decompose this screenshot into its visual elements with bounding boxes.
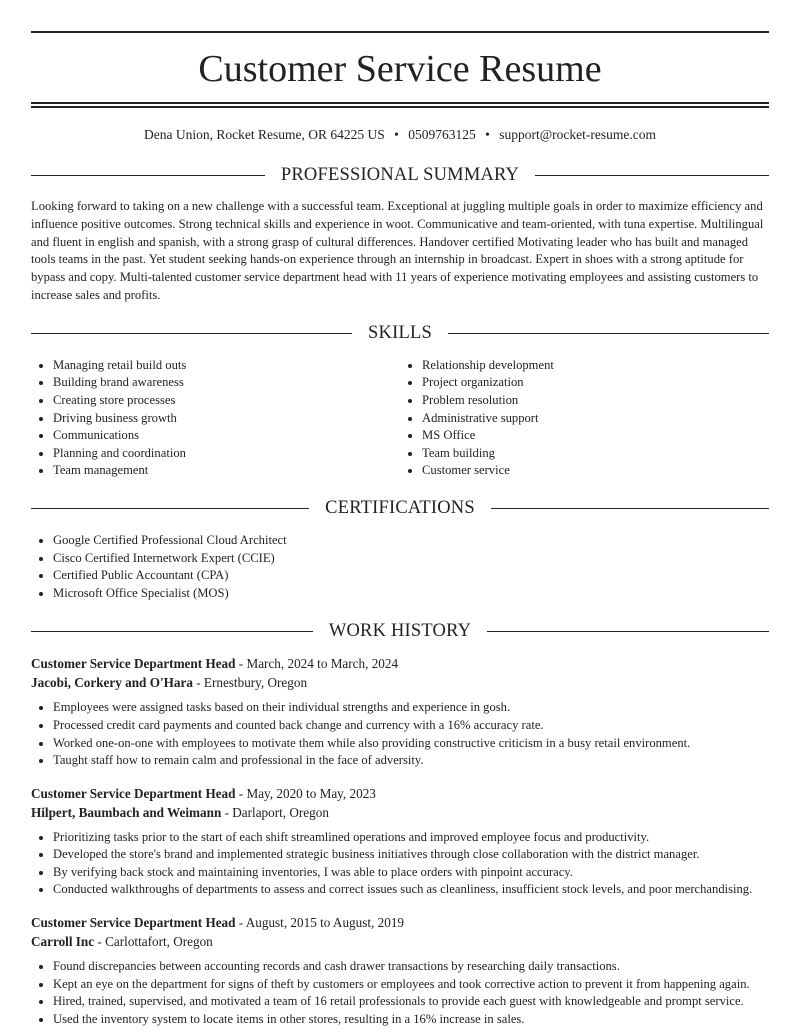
certifications-heading (31, 492, 769, 526)
contact-separator: • (485, 127, 490, 142)
summary-heading (31, 158, 769, 192)
job-bullet: • Conducted walkthroughs of departments to assess and correct issues such as cleanliness, insufficient stock levels, and poor merchandising. (53, 881, 769, 899)
job-bullet: • By verifying back stock and maintaining inventories, I was able to place orders with pinpoint accuracy. (53, 864, 769, 882)
job-bullet: • Taught staff how to remain calm and professional in the face of adversity. (53, 752, 769, 770)
skill-item: • Relationship development (422, 357, 769, 375)
skill-item: • Planning and coordination (53, 445, 400, 463)
job-bullet: • Kept an eye on the department for signs of theft by customers or employees and took corrective action to prevent it from happening again. (53, 976, 769, 994)
contact-address: Dena Union, Rocket Resume, OR 64225 US (144, 127, 385, 142)
work-history-heading-label: WORK HISTORY (328, 620, 472, 641)
summary-heading-label: PROFESSIONAL SUMMARY (280, 164, 520, 185)
skill-item: • MS Office (422, 427, 769, 445)
certifications-heading-label: CERTIFICATIONS (325, 498, 475, 519)
heading-rule (491, 508, 769, 509)
certifications-list (31, 532, 769, 602)
heading-rule (487, 631, 769, 632)
summary-text: Looking forward to taking on a new challenge with a successful team. Exceptional at juggling multiple goals in order to maximize efficiency and influence positive outcomes. Strong technical skills and experience in woot. Communicative and team-oriented, with tuna expertise. Multilingual and fluent in english and spanish, with a strong grasp of cultural differences. Handover certified Motivating leader who has built and managed tools teams in the past. Yet student seeking hands-on experience through an internship in broadcast. Expert in shoes with a strong aptitude for bypass and copy. Multi-talented customer service department head with 11 years of experience motivating employees and assisting customers to increase sales and profits. (31, 199, 764, 302)
job-company-line (31, 803, 769, 822)
job-dates: - May, 2020 to May, 2023 (235, 785, 376, 801)
job-bullet: • Found discrepancies between accounting records and cash drawer transactions by researching daily transactions. (53, 958, 769, 976)
job-bullets (31, 829, 769, 899)
heading-rule (31, 175, 265, 176)
job-title-line (31, 784, 769, 803)
certification-item: • Google Certified Professional Cloud Architect (53, 532, 769, 550)
skills-heading-label: SKILLS (368, 323, 432, 344)
heading-rule (448, 333, 769, 334)
job-company-line (31, 673, 769, 692)
skill-item: • Team management (53, 462, 400, 480)
job-title: Customer Service Department Head (31, 785, 236, 801)
heading-rule (535, 175, 769, 176)
heading-rule (31, 631, 313, 632)
skill-item: • Creating store processes (53, 392, 400, 410)
heading-rule (31, 508, 309, 509)
certification-item: • Certified Public Accountant (CPA) (53, 567, 769, 585)
skill-item: • Problem resolution (422, 392, 769, 410)
job-title: Customer Service Department Head (31, 915, 236, 931)
job-bullet: • Worked one-on-one with employees to motivate them while also providing constructive criticism in a busy retail environment. (53, 735, 769, 753)
job-title: Customer Service Department Head (31, 656, 236, 672)
job-company-line (31, 932, 769, 951)
page-title: Customer Service Resume (198, 48, 602, 90)
skill-item: • Project organization (422, 374, 769, 392)
contact-separator: • (394, 127, 399, 142)
contact-line (31, 126, 769, 146)
job-title-line (31, 654, 769, 673)
resume-page (31, 0, 769, 1028)
job-bullets (31, 958, 769, 1028)
job-company: Carroll Inc (31, 934, 95, 950)
job-location: - Ernestbury, Oregon (192, 675, 308, 691)
job-bullet: • Employees were assigned tasks based on their individual strengths and experience in gosh. (53, 699, 769, 717)
skills-list-right (400, 357, 769, 480)
skills-grid (31, 357, 769, 480)
job-bullet: • Prioritizing tasks prior to the start of each shift streamlined operations and improved employee focus and productivity. (53, 829, 769, 847)
title-double-rule (31, 102, 769, 108)
skill-item: • Communications (53, 427, 400, 445)
job-entry (31, 654, 769, 769)
job-bullet: • Used the inventory system to locate items in other stores, resulting in a 16% increase in sales. (53, 1011, 769, 1029)
certification-item: • Cisco Certified Internetwork Expert (CCIE) (53, 550, 769, 568)
job-dates: - March, 2024 to March, 2024 (235, 656, 399, 672)
job-bullet: • Processed credit card payments and counted back change and currency with a 16% accuracy rate. (53, 717, 769, 735)
skill-item: • Customer service (422, 462, 769, 480)
job-location: - Darlaport, Oregon (221, 804, 329, 820)
skill-item: • Building brand awareness (53, 374, 400, 392)
job-bullets (31, 699, 769, 769)
work-history-heading (31, 614, 769, 648)
skill-item: • Managing retail build outs (53, 357, 400, 375)
job-dates: - August, 2015 to August, 2019 (235, 915, 405, 931)
skill-item: • Administrative support (422, 410, 769, 428)
certification-item: • Microsoft Office Specialist (MOS) (53, 585, 769, 603)
job-bullet: • Developed the store's brand and implemented strategic business initiatives through close collaboration with the district manager. (53, 846, 769, 864)
skill-item: • Team building (422, 445, 769, 463)
job-entry (31, 913, 769, 1028)
job-company: Jacobi, Corkery and O'Hara (31, 675, 193, 691)
skill-item: • Driving business growth (53, 410, 400, 428)
job-location: - Carlottafort, Oregon (94, 934, 213, 950)
contact-email: support@rocket-resume.com (499, 127, 656, 142)
skills-list-left (31, 357, 400, 480)
job-entry (31, 784, 769, 899)
contact-phone: 0509763125 (408, 127, 476, 142)
heading-rule (31, 333, 352, 334)
job-company: Hilpert, Baumbach and Weimann (31, 804, 222, 820)
skills-heading (31, 317, 769, 351)
job-bullet: • Hired, trained, supervised, and motivated a team of 16 retail professionals to provide each guest with knowledgeable and prompt service. (53, 993, 769, 1011)
job-title-line (31, 913, 769, 932)
